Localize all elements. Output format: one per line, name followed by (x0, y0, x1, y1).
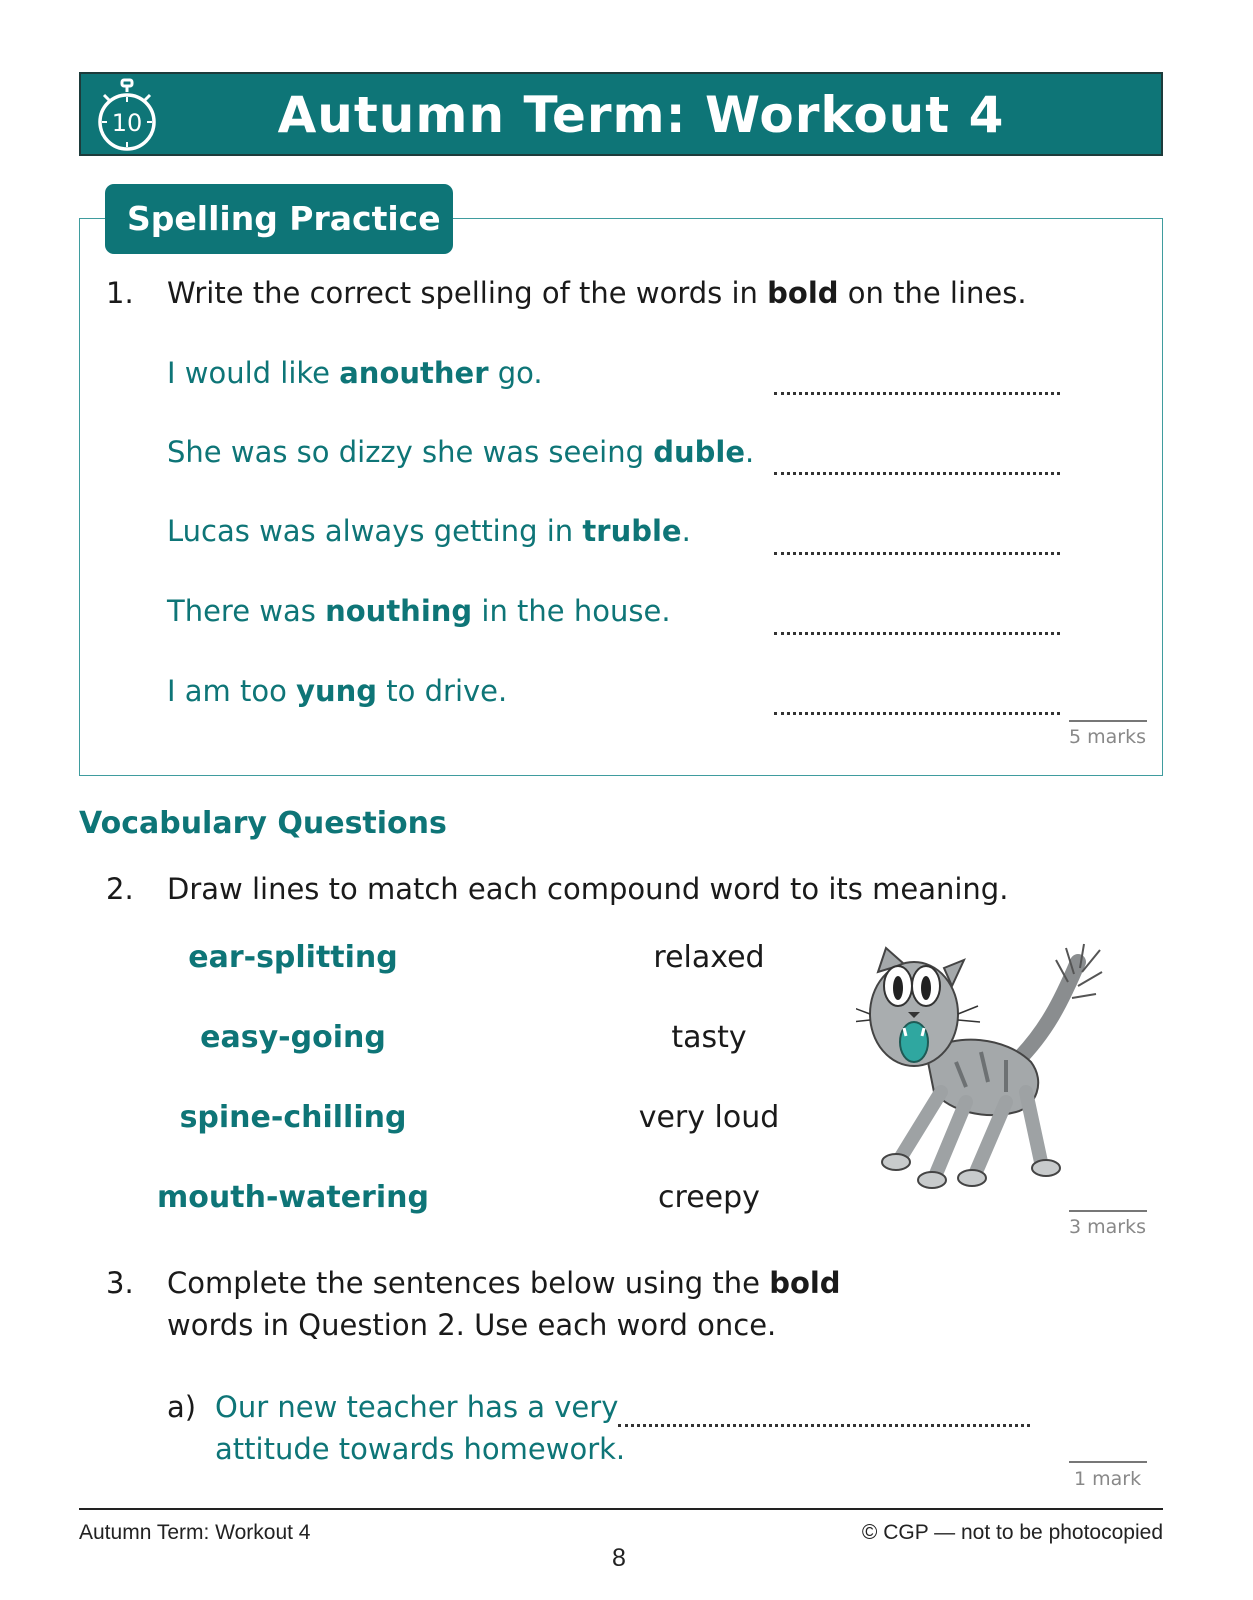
marks-label: 1 mark (1074, 1468, 1142, 1490)
title-banner (79, 72, 1163, 156)
spelling-sentence: There was nouthing in the house. (167, 594, 671, 628)
page-number: 8 (612, 1544, 626, 1572)
answer-line[interactable] (774, 392, 1060, 395)
spelling-sentence: I am too yung to drive. (167, 674, 508, 708)
answer-line[interactable] (618, 1424, 1030, 1427)
marks-rule (1069, 1210, 1147, 1212)
spelling-section-title: Spelling Practice (105, 184, 453, 254)
question-2-text: Draw lines to match each compound word to its meaning. (167, 872, 1009, 906)
vocabulary-section-title: Vocabulary Questions (79, 806, 447, 841)
compound-word[interactable]: easy-going (200, 1020, 386, 1055)
marks-rule (1069, 1461, 1147, 1463)
answer-line[interactable] (774, 472, 1060, 475)
question-3-line-2: words in Question 2. Use each word once. (167, 1308, 777, 1342)
question-1-instruction: Write the correct spelling of the words in bold on the lines. (167, 276, 1027, 310)
compound-word[interactable]: spine-chilling (179, 1100, 407, 1135)
compound-word[interactable]: ear-splitting (188, 940, 398, 975)
question-2-number: 2. (106, 872, 134, 906)
question-3-line-1: Complete the sentences below using the bold (167, 1266, 841, 1300)
question-3a-label: a) (167, 1390, 197, 1424)
word-meaning[interactable]: tasty (671, 1020, 747, 1055)
footer-copyright: © CGP — not to be photocopied (861, 1521, 1163, 1544)
spelling-sentence: I would like anouther go. (167, 356, 543, 390)
spelling-sentence: Lucas was always getting in truble. (167, 514, 691, 548)
question-3a-sentence-end: attitude towards homework. (215, 1432, 626, 1466)
marks-rule (1069, 720, 1147, 722)
footer-title: Autumn Term: Workout 4 (79, 1521, 311, 1544)
question-1-number: 1. (106, 276, 134, 310)
timer-minutes: 10 (111, 109, 143, 137)
spelling-sentence: She was so dizzy she was seeing duble. (167, 435, 755, 469)
marks-label: 3 marks (1069, 1216, 1146, 1238)
answer-line[interactable] (774, 712, 1060, 715)
footer-rule (79, 1508, 1163, 1510)
answer-line[interactable] (774, 552, 1060, 555)
word-meaning[interactable]: very loud (638, 1100, 780, 1135)
question-3-number: 3. (106, 1266, 134, 1300)
scared-cat-illustration (856, 942, 1118, 1200)
answer-line[interactable] (774, 632, 1060, 635)
question-3a-sentence-start: Our new teacher has a very (215, 1390, 619, 1424)
word-meaning[interactable]: creepy (658, 1180, 760, 1215)
word-meaning[interactable]: relaxed (653, 940, 765, 975)
compound-word[interactable]: mouth-watering (157, 1180, 429, 1215)
marks-label: 5 marks (1069, 726, 1146, 748)
page-title: Autumn Term: Workout 4 (277, 86, 1005, 144)
